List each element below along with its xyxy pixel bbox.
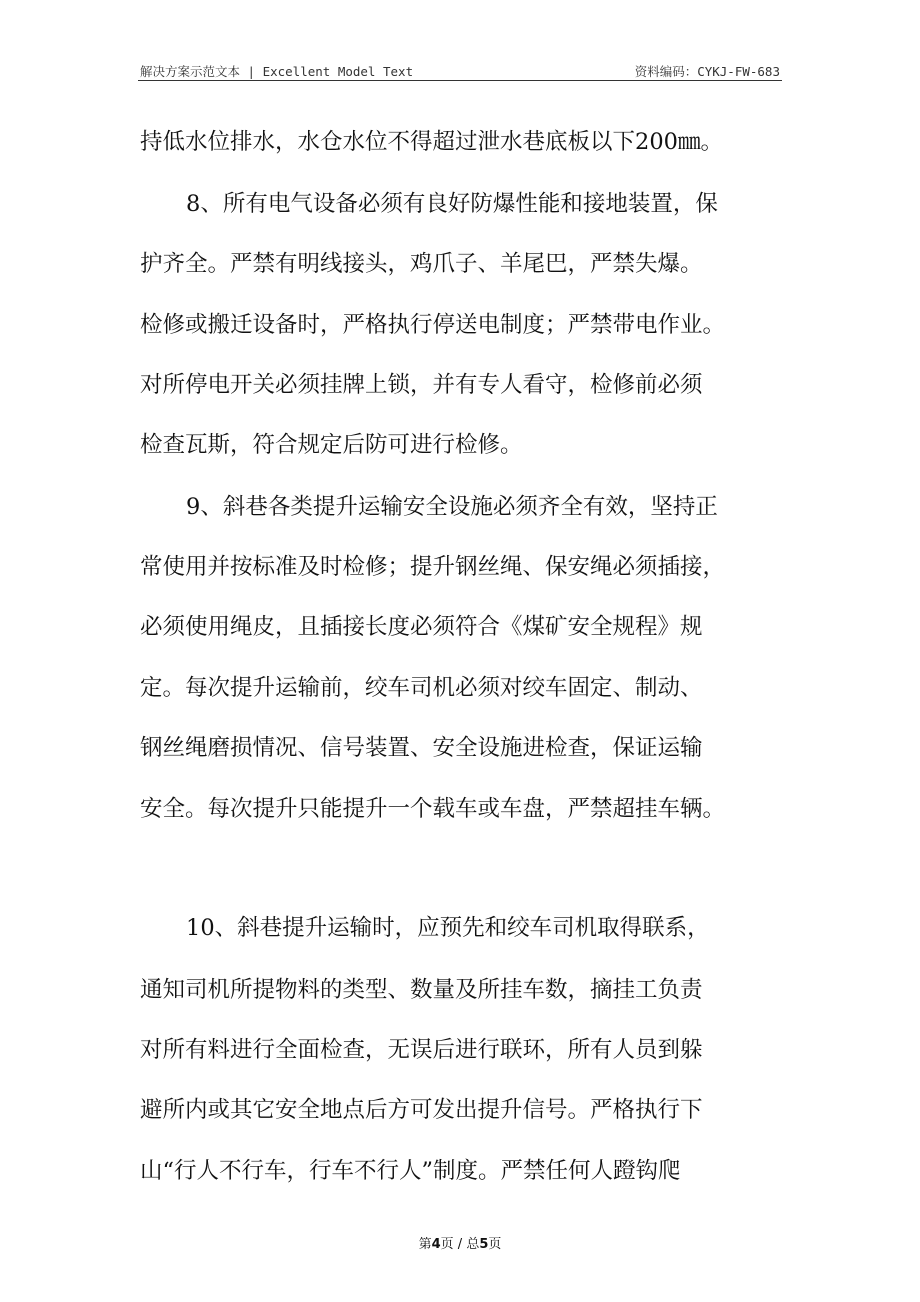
body-line: 检查瓦斯，符合规定后防可进行检修。 xyxy=(140,432,523,458)
header-title: 解决方案示范文本 | Excellent Model Text xyxy=(140,64,414,79)
body-line: 对所停电开关必须挂牌上锁，并有专人看守，检修前必须 xyxy=(140,372,703,398)
body-line: 持低水位排水，水仓水位不得超过泄水巷底板以下200㎜。 xyxy=(140,129,723,155)
body-line: 通知司机所提物料的类型、数量及所挂车数，摘挂工负责 xyxy=(140,977,703,1003)
footer-suffix: 页 xyxy=(488,1237,502,1252)
body-line: 定。每次提升运输前，绞车司机必须对绞车固定、制动、 xyxy=(140,675,703,701)
body-line: 安全。每次提升只能提升一个载车或车盘，严禁超挂车辆。 xyxy=(140,796,726,822)
body-line: 必须使用绳皮，且插接长度必须符合《煤矿安全规程》规 xyxy=(140,614,703,640)
footer-middle: 页 / 总 xyxy=(440,1237,480,1252)
body-line: 对所有料进行全面检查，无误后进行联环，所有人员到躲 xyxy=(140,1037,703,1063)
body-line: 10、斜巷提升运输时，应预先和绞车司机取得联系， xyxy=(186,915,710,941)
body-line: 山“行人不行车，行车不行人”制度。严禁任何人蹬钩爬 xyxy=(140,1158,681,1184)
body-line: 钢丝绳磨损情况、信号装置、安全设施进检查，保证运输 xyxy=(140,735,703,761)
page-footer xyxy=(0,1233,920,1252)
body-line: 检修或搬迁设备时，严格执行停送电制度；严禁带电作业。 xyxy=(140,312,726,338)
page-header xyxy=(138,56,782,81)
body-line: 避所内或其它安全地点后方可发出提升信号。严格执行下 xyxy=(140,1097,703,1123)
body-line: 9、斜巷各类提升运输安全设施必须齐全有效，坚持正 xyxy=(186,494,718,520)
footer-prefix: 第 xyxy=(418,1237,432,1252)
body-line: 常使用并按标准及时检修；提升钢丝绳、保安绳必须插接， xyxy=(140,554,726,580)
current-page-number: 4 xyxy=(431,1237,441,1252)
total-page-count: 5 xyxy=(479,1237,489,1252)
body-line: 护齐全。严禁有明线接头，鸡爪子、羊尾巴，严禁失爆。 xyxy=(140,251,703,277)
header-doc-code: 资料编码：CYKJ-FW-683 xyxy=(634,64,780,79)
body-line: 8、所有电气设备必须有良好防爆性能和接地装置，保 xyxy=(186,191,718,217)
